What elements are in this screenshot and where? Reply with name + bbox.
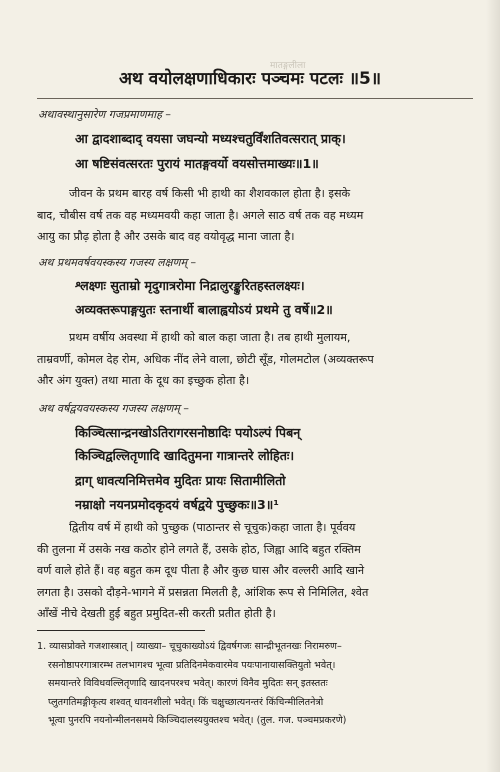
footnote-line: समयान्तरे विविधवल्लितृणादि खादनपरश्च भवेत्। कारणं विनैव मुदितः सन् इतस्ततः bbox=[48, 678, 328, 689]
verse-line: किञ्चिद्वल्लितृणादि खादितुमना गात्रान्तरे लोहितः। bbox=[75, 448, 295, 463]
title-divider bbox=[37, 98, 473, 99]
verse-line: आ द्वादशाब्दाद् वयसा जघन्यो मध्यश्चतुर्विंशतिवत्सरात् प्राक्। bbox=[75, 131, 346, 146]
prose-line: बाद, चौबीस वर्ष तक वह मध्यमवयी कहा जाता है। अगले साठ वर्ष तक वह मध्यम bbox=[37, 208, 364, 222]
prose-line: जीवन के प्रथम बारह वर्ष किसी भी हाथी का शैशवकाल होता है। इसके bbox=[69, 187, 351, 200]
verse-line: अव्यक्तरूपाङ्गयुतः स्तनार्थी बालाह्वयोऽयं प्रथमे तु वर्षे॥2॥ bbox=[75, 302, 333, 317]
prose-paragraph bbox=[37, 183, 474, 248]
footnote-line: प्लुतगतिमङ्गीकृत्य शश्वत् धावनशीलो भवेत्। किं चक्षुच्छात्यनन्तरं किंचिन्मीलितनेत्रो bbox=[48, 696, 324, 708]
footnote-divider bbox=[37, 630, 205, 631]
bleed-through-header: मातङ्गलीला bbox=[270, 61, 306, 71]
page-edge-shadow bbox=[486, 0, 500, 772]
footnote-line: रसनोष्ठापरगात्रारम्भ तलभागश्च भूत्वा प्रतिदिनमेकवारमेव पयःपानायासक्तियुतो भवेत्। bbox=[48, 659, 336, 671]
prose-line: ताम्रवर्णी, कोमल देह रोम, अधिक नींद लेने वाला, छोटी सूँड, गोलमटोल (अव्यक्तरूप bbox=[37, 352, 374, 366]
section-intro: अथ प्रथमवर्षवयस्कस्य गजस्य लक्षणम् – bbox=[38, 256, 197, 269]
footnote bbox=[37, 638, 474, 731]
prose-line: की तुलना में उसके नख कठोर होने लगते हैं, उसके होठ, जिह्वा आदि बहुत रक्तिम bbox=[37, 542, 361, 556]
prose-line: प्रथम वर्षीय अवस्था में हाथी को बाल कहा जाता है। तब हाथी मुलायम, bbox=[69, 331, 351, 344]
chapter-title: अथ वयोलक्षणाधिकारः पञ्चमः पटलः ॥5॥ bbox=[118, 69, 382, 89]
prose-paragraph bbox=[37, 327, 474, 392]
verse-line: श्लक्ष्णः सुताम्रो मृदुगात्ररोमा निद्रालुरङ्कुरितहस्तलक्ष्यः। bbox=[75, 278, 305, 293]
footnote-line: 1. व्यासप्रोक्ते गजशास्त्रात् | व्याख्या– चूचुकाख्योऽयं द्विवर्षगजः सान्द्रीभूतनखः निरामरुण– bbox=[37, 641, 342, 652]
prose-paragraph bbox=[37, 517, 474, 625]
footnote-line: भूत्वा पुनरपि नयनोन्मीलनसमये किञ्चिदालस्ययुक्तश्च भवेत्। (तुल. गज. पञ्चमप्रकरणे) bbox=[48, 715, 347, 726]
prose-line: वर्ण वाले होते हैं। वह बहुत कम दूध पीता है और कुछ घास और वल्लरी आदि खाने bbox=[37, 564, 365, 577]
verse-line: द्राग् धावत्यनिमित्तमेव मुदितः प्रायः सितामीलितो bbox=[75, 473, 286, 488]
verse-line: आ षष्टिसंवत्सरतः पुरायं मातङ्गवर्यो वयसोत्तमाख्यः॥1॥ bbox=[75, 156, 319, 171]
section-intro: अथावस्थानुसारेण गजप्रमाणमाह – bbox=[38, 108, 171, 121]
prose-line: आयु का प्रौढ़ होता है और उसके बाद वह वयोवृद्ध माना जाता है। bbox=[37, 230, 295, 243]
verse-line: नम्राक्षो नयनप्रमोदकृदयं वर्षद्वये पुच्छुकः॥3॥¹ bbox=[75, 497, 279, 512]
prose-line: लगता है। उसको दौड़ने-भागने में प्रसन्नता मिलती है, आंशिक रूप से निमिलित, श्वेत bbox=[37, 585, 369, 599]
section-intro: अथ वर्षद्वयवयस्कस्य गजस्य लक्षणम् – bbox=[38, 402, 189, 415]
verse-line: किञ्चित्सान्द्रनखोऽतिरागरसनोष्ठादिः पयोऽल्पं पिबन् bbox=[75, 425, 301, 440]
prose-line: और अंग युक्त) तथा माता के दूध का इच्छुक होता है। bbox=[37, 374, 250, 387]
prose-line: आँखें नीचे देखती हुई बहुत प्रमुदित-सी करती प्रतीत होती है। bbox=[37, 607, 276, 620]
prose-line: द्वितीय वर्ष में हाथी को पुच्छुक (पाठान्तर से चूचुक)कहा जाता है। पूर्ववय bbox=[69, 521, 356, 534]
